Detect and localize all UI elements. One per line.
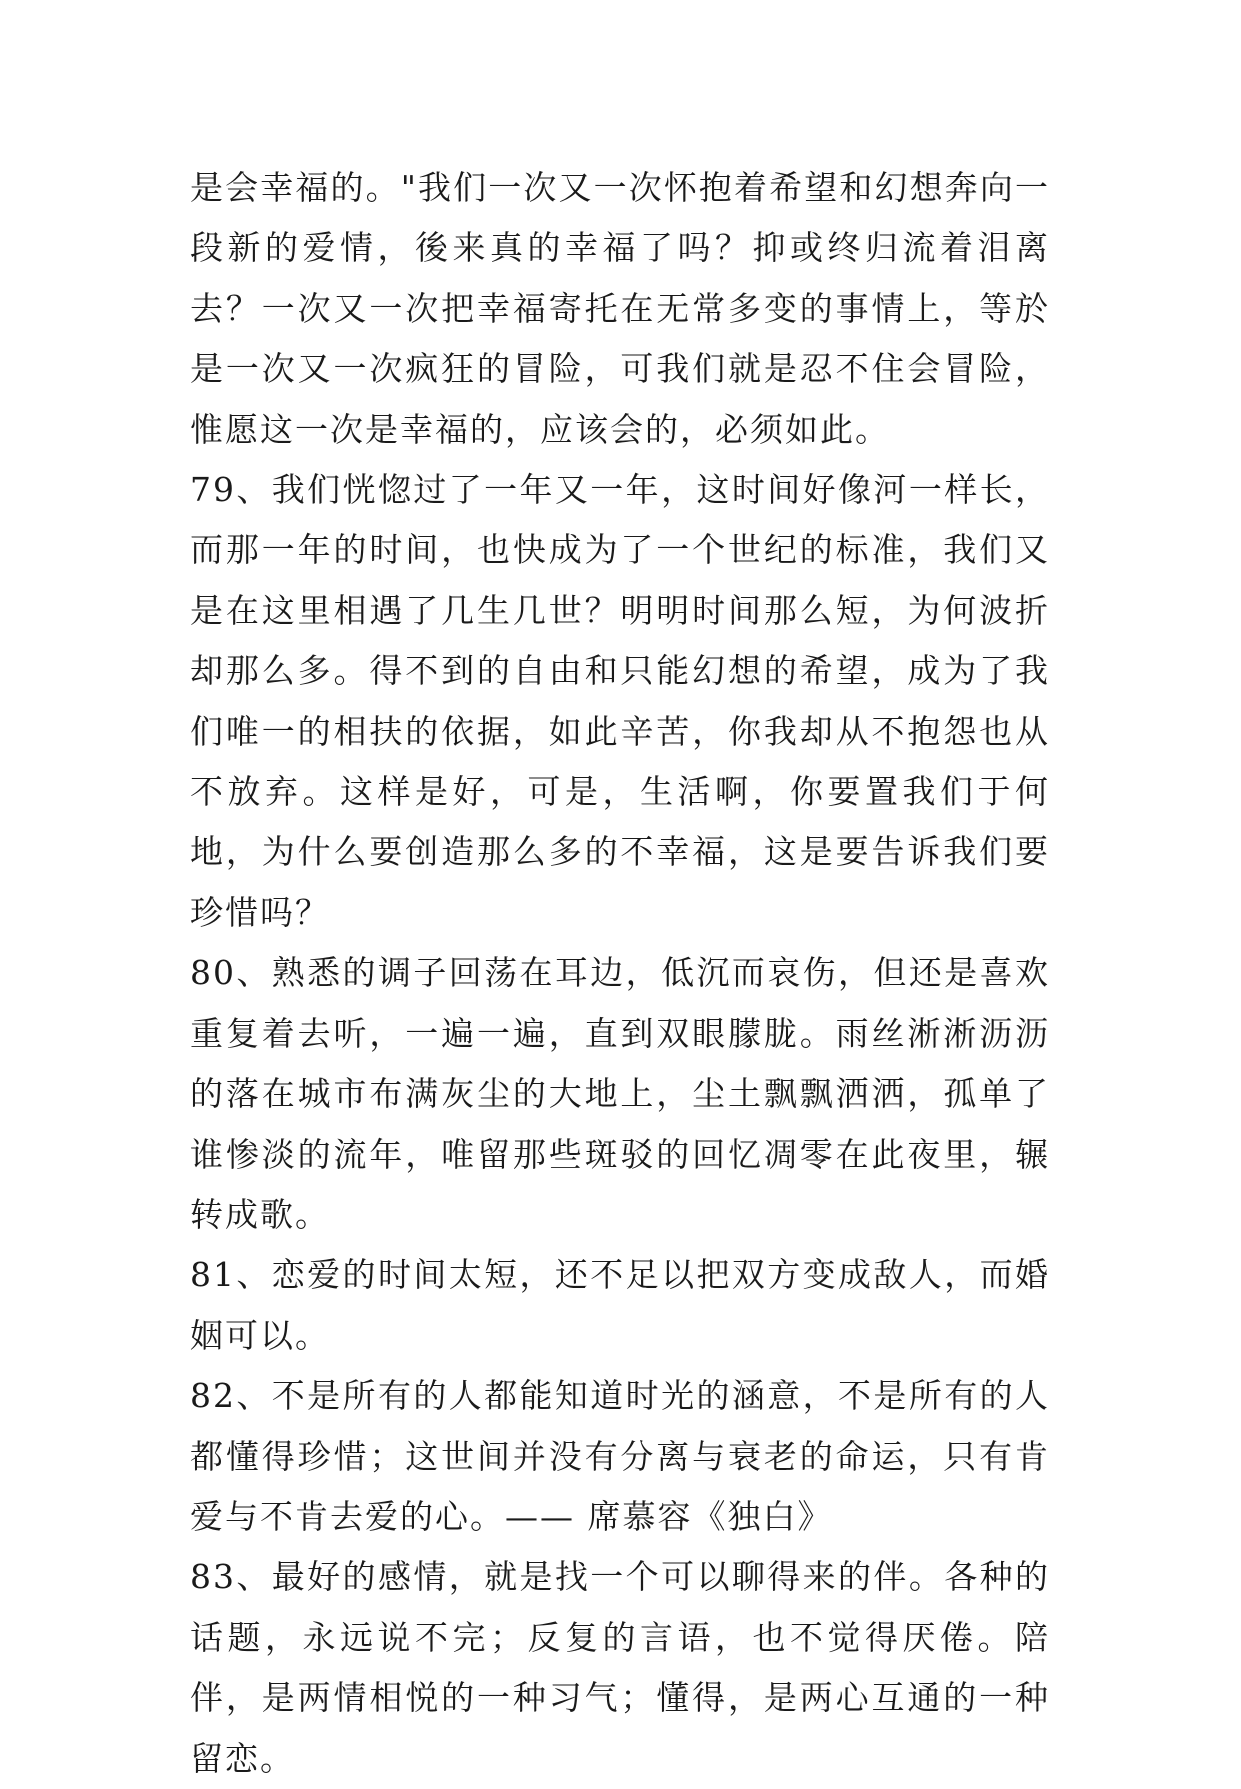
paragraph-continued: 是会幸福的。"我们一次又一次怀抱着希望和幻想奔向一段新的爱情，後来真的幸福了吗？抑或终归流着泪离去？一次又一次把幸福寄托在无常多变的事情上，等於是一次又一次疯狂的冒险，可我们就是忍不住会冒险，惟愿这一次是幸福的，应该会的，必须如此。	[190, 168, 1050, 449]
paragraph-79: 79、我们恍惚过了一年又一年，这时间好像河一样长，而那一年的时间，也快成为了一个世纪的标准，我们又是在这里相遇了几生几世？明明时间那么短，为何波折却那么多。得不到的自由和只能幻想的希望，成为了我们唯一的相扶的依据，如此辛苦，你我却从不抱怨也从不放弃。这样是好，可是，生活啊，你要置我们于何地，为什么要创造那么多的不幸福，这是要告诉我们要珍惜吗？	[190, 470, 1050, 932]
paragraph-82: 82、不是所有的人都能知道时光的涵意，不是所有的人都懂得珍惜；这世间并没有分离与衰老的命运，只有肯爱与不肯去爱的心。—— 席慕容《独白》	[190, 1376, 1050, 1536]
paragraph-80: 80、熟悉的调子回荡在耳边，低沉而哀伤，但还是喜欢重复着去听，一遍一遍，直到双眼朦胧。雨丝淅淅沥沥的落在城市布满灰尘的大地上，尘土飘飘洒洒，孤单了谁惨淡的流年，唯留那些斑驳的回忆凋零在此夜里，辗转成歌。	[190, 953, 1050, 1234]
paragraph-81: 81、恋爱的时间太短，还不足以把双方变成敌人，而婚姻可以。	[190, 1255, 1050, 1355]
document-page	[190, 158, 1050, 1789]
paragraph-83: 83、最好的感情，就是找一个可以聊得来的伴。各种的话题，永远说不完；反复的言语，也不觉得厌倦。陪伴，是两情相悦的一种习气；懂得，是两心互通的一种留恋。	[190, 1557, 1050, 1778]
